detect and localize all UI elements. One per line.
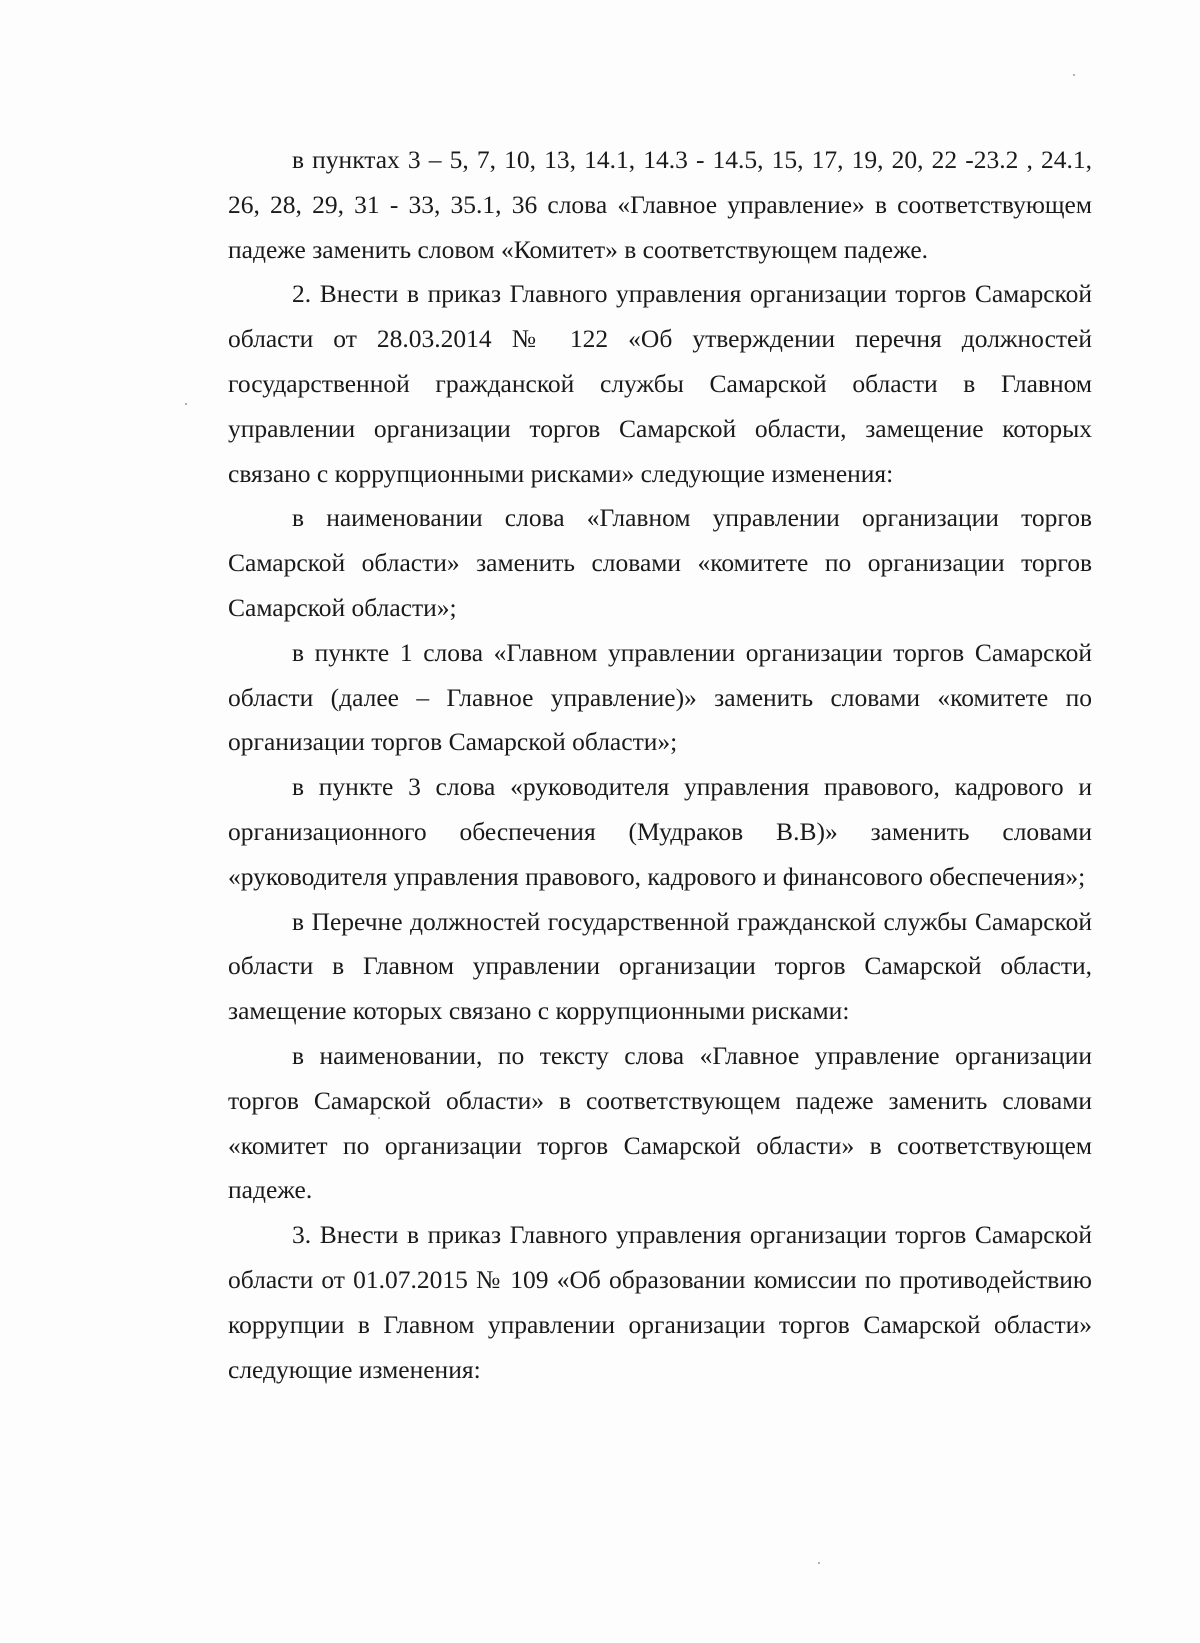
paragraph-list-intro: в Перечне должностей государственной гражданской службы Самарской области в Главном управлении организации торгов Самарской области, замещение которых связано с коррупционными рисками:: [228, 906, 1092, 1026]
scan-speck: [818, 1562, 820, 1564]
paragraph-title-change: в наименовании слова «Главном управлении организации торгов Самарской области» заменить словами «комитете по организации торгов Самарской области»;: [228, 503, 1092, 622]
scan-speck: [1073, 74, 1075, 76]
paragraph-item-2: 2. Внести в приказ Главного управления организации торгов Самарской области от 28.03.2014 № 122 «Об утверждении перечня должностей государственной гражданской службы Самарской области в Главном управлении организации торгов Самарской области, замещение которых связано с коррупционными рисками» следующие изменения:: [228, 279, 1092, 488]
paragraph-point-3-change: в пункте 3 слова «руководителя управления правового, кадрового и организационного обеспечения (Мудраков В.В)» заменить словами «руководителя управления правового, кадрового и финансового обеспечения»;: [228, 772, 1092, 891]
paragraph-item-3: 3. Внести в приказ Главного управления организации торгов Самарской области от 01.07.2015 № 109 «Об образовании комиссии по противодействию коррупции в Главном управлении организации торгов Самарской области» следующие изменения:: [228, 1220, 1092, 1384]
paragraph-point-1-change: в пункте 1 слова «Главном управлении организации торгов Самарской области (далее – Главное управление)» заменить словами «комитете по организации торгов Самарской области»;: [228, 637, 1092, 757]
scan-speck: [185, 403, 187, 405]
scan-speck: [378, 1117, 380, 1119]
paragraph-list-rename: в наименовании, по тексту слова «Главное управление организации торгов Самарской области» в соответствующем падеже заменить словами «комитет по организации торгов Самарской области» в соответствующем падеже.: [228, 1040, 1092, 1205]
document-body: [228, 138, 1092, 1392]
paragraph-amend-points: в пунктах 3 – 5, 7, 10, 13, 14.1, 14.3 - 14.5, 15, 17, 19, 20, 22 -23.2 , 24.1, 26, 28, 29, 31 - 33, 35.1, 36 слова «Главное управление» в соответствующем падеже заменить словом «Комитет» в соответствующем падеже.: [228, 145, 1092, 264]
